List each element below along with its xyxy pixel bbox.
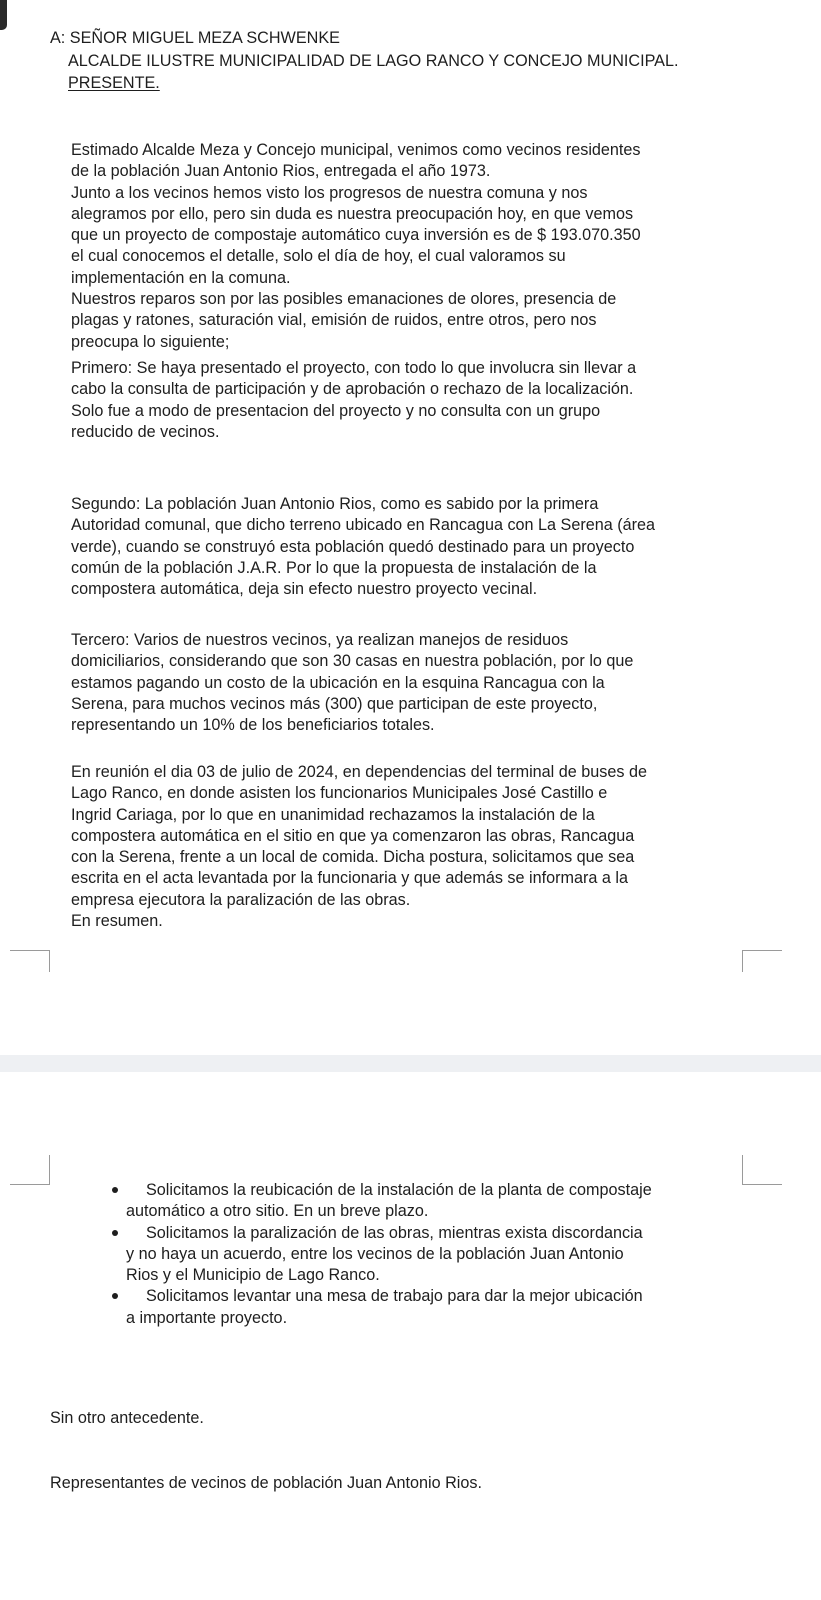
meeting-paragraph — [71, 762, 647, 932]
text-line: empresa ejecutora la paralización de las obras. — [71, 890, 411, 909]
text-line: cabo la consulta de participación y de aprobación o rechazo de la localización. — [71, 380, 634, 399]
intro-paragraph — [71, 140, 641, 353]
text-line: Nuestros reparos son por las posibles emanaciones de olores, presencia de — [71, 290, 617, 309]
recipient-title: ALCALDE ILUSTRE MUNICIPALIDAD DE LAGO RANCO Y CONCEJO MUNICIPAL. — [68, 52, 679, 70]
text-line: a importante proyecto. — [126, 1308, 288, 1327]
text-line: representando un 10% de los beneficiarios totales. — [71, 716, 435, 735]
text-line: Tercero: Varios de nuestros vecinos, ya realizan manejos de residuos — [71, 631, 569, 649]
first-point-paragraph — [71, 358, 636, 443]
text-line: escrita en el acta levantada por la funcionaria y que además se informara a la — [71, 869, 628, 888]
text-line: de la población Juan Antonio Rios, entregada el año 1973. — [71, 162, 491, 181]
recipient-line: A: SEÑOR MIGUEL MEZA SCHWENKE — [50, 29, 340, 47]
text-line: Solicitamos la reubicación de la instalación de la planta de compostaje — [146, 1181, 652, 1199]
text-line: En resumen. — [71, 912, 163, 931]
text-line: Solo fue a modo de presentacion del proyecto y no consulta con un grupo — [71, 401, 601, 420]
text-line: Lago Ranco, en donde asisten los funcionarios Municipales José Castillo e — [71, 784, 608, 803]
text-line: alegramos por ello, pero sin duda es nuestra preocupación hoy, en que vemos — [71, 204, 634, 223]
text-line: implementación en la comuna. — [71, 268, 291, 287]
text-line: domiciliarios, considerando que son 30 casas en nuestra población, por lo que — [71, 652, 634, 671]
crop-mark-top-right — [742, 1155, 782, 1185]
requests-list — [126, 1180, 652, 1329]
present-line: PRESENTE. — [68, 74, 160, 92]
text-line: Primero: Se haya presentado el proyecto, con todo lo que involucra sin llevar a — [71, 359, 637, 377]
text-line: Ingrid Cariaga, por lo que en unanimidad rechazamos la instalación de la — [71, 805, 595, 824]
text-line: Serena, para muchos vecinos más (300) que participan de este proyecto, — [71, 694, 598, 713]
bullet-icon — [112, 1230, 118, 1236]
text-line: verde), cuando se construyó esta población quedó destinado para un proyecto — [71, 537, 635, 556]
text-line: común de la población J.A.R. Por lo que la propuesta de instalación de la — [71, 558, 597, 577]
text-line: Segundo: La población Juan Antonio Rios, como es sabido por la primera — [71, 495, 599, 513]
text-line: Solicitamos levantar una mesa de trabajo para dar la mejor ubicación — [146, 1287, 643, 1306]
crop-mark-top-left — [10, 1155, 50, 1185]
second-point-paragraph — [71, 494, 655, 600]
text-line: con la Serena, frente a un local de comida. Dicha postura, solicitamos que sea — [71, 848, 635, 867]
text-line: En reunión el dia 03 de julio de 2024, en dependencias del terminal de buses de — [71, 763, 647, 781]
page-separator — [0, 1055, 821, 1072]
text-line: estamos pagando un costo de la ubicación en la esquina Rancagua con la — [71, 673, 605, 692]
text-line: Estimado Alcalde Meza y Concejo municipal, venimos como vecinos residentes — [71, 141, 641, 159]
text-line: y no haya un acuerdo, entre los vecinos de la población Juan Antonio — [126, 1244, 624, 1263]
text-line: Autoridad comunal, que dicho terreno ubicado en Rancagua con La Serena (área — [71, 516, 656, 535]
list-item — [126, 1223, 652, 1287]
text-line: Junto a los vecinos hemos visto los progresos de nuestra comuna y nos — [71, 183, 588, 202]
text-line: automático a otro sitio. En un breve plazo. — [126, 1202, 429, 1221]
text-line: preocupa lo siguiente; — [71, 332, 230, 351]
bullet-icon — [112, 1187, 118, 1193]
crop-mark-bottom-left — [10, 950, 50, 972]
text-line: compostera automática, deja sin efecto nuestro proyecto vecinal. — [71, 580, 538, 599]
crop-mark-bottom-right — [742, 950, 782, 972]
closing-line: Sin otro antecedente. — [50, 1409, 204, 1427]
text-line: reducido de vecinos. — [71, 422, 220, 441]
text-line: plagas y ratones, saturación vial, emisión de ruidos, entre otros, pero nos — [71, 311, 597, 330]
text-line: Solicitamos la paralización de las obras, mientras exista discordancia — [146, 1223, 643, 1242]
text-line: el cual conocemos el detalle, solo el día de hoy, el cual valoramos su — [71, 247, 566, 266]
text-line: Rios y el Municipio de Lago Ranco. — [126, 1266, 380, 1285]
text-line: que un proyecto de compostaje automático cuya inversión es de $ 193.070.350 — [71, 226, 641, 245]
text-line: compostera automática en el sitio en que ya comenzaron las obras, Rancagua — [71, 826, 635, 845]
list-item — [126, 1180, 652, 1223]
bullet-icon — [112, 1293, 118, 1299]
signature-line: Representantes de vecinos de población Juan Antonio Rios. — [50, 1474, 482, 1492]
list-item — [126, 1286, 652, 1329]
third-point-paragraph — [71, 630, 633, 736]
